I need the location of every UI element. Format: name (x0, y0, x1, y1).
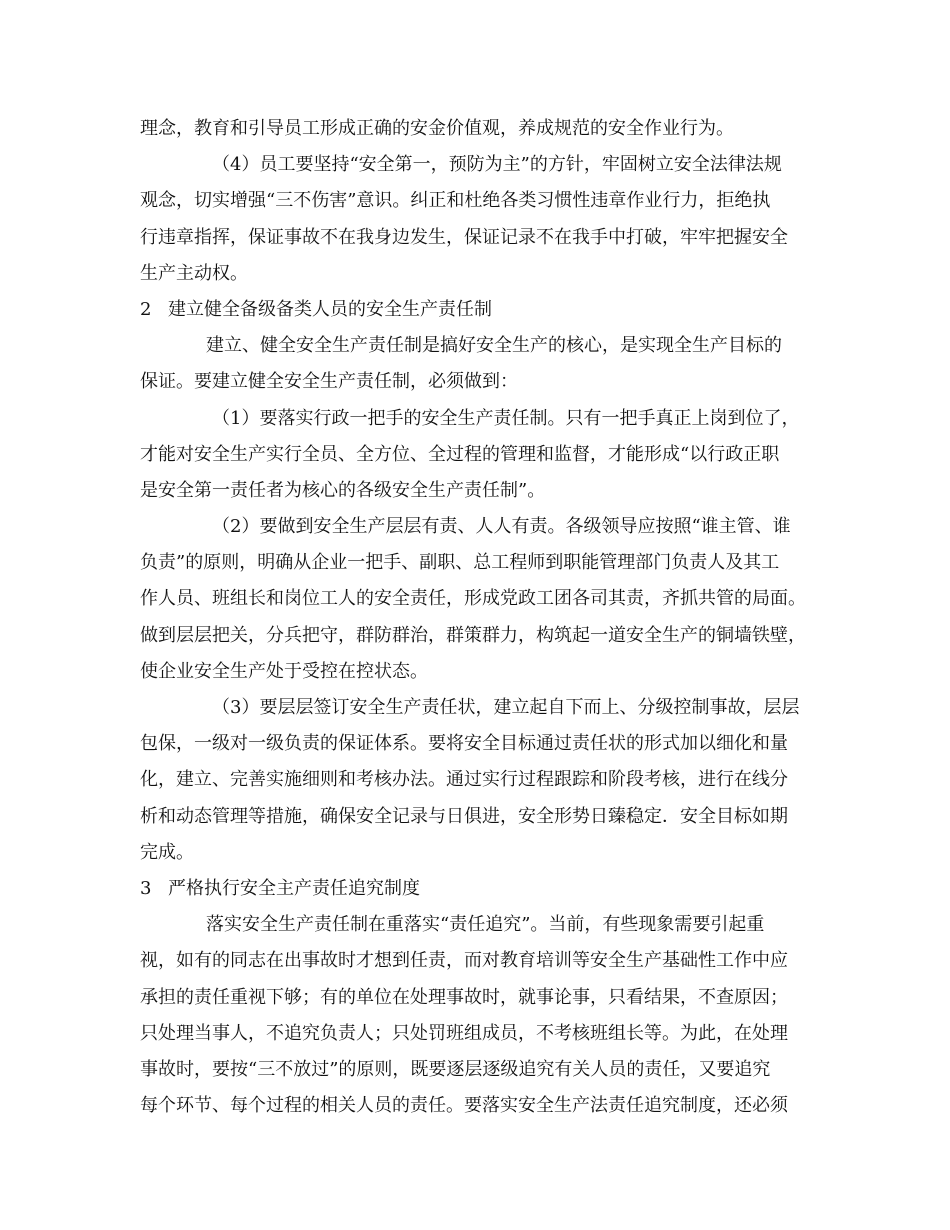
text-line: 做到层层把关，分兵把守，群防群治，群策群力，构筑起一道安全生产的铜墙铁壁， (140, 624, 806, 646)
text-line: 观念，切实增强“三不伤害”意识。纠正和杜绝各类习惯性违章作业行力，拒绝执 (140, 190, 771, 212)
section-number: 2 (140, 298, 152, 320)
text-line: 承担的责任重视下够；有的单位在处理事故时，就事论事，只看结果，不查原因； (140, 986, 788, 1008)
section-heading-3 (140, 871, 820, 907)
text-line: 负责”的原则，明确从企业一把手、副职、总工程师到职能管理部门负责人及其工 (140, 552, 780, 574)
text-line: 才能对安全生产实行全员、全方位、全过程的管理和监督，才能形成“以行政正职 (140, 443, 780, 465)
list-item-1: （1）要落实行政一把手的安全生产责任制。只有一把手真正上岗到位了， (212, 407, 800, 429)
text-line: 事故时，要按“三不放过”的原则，既要逐层逐级追究有关人员的责任，又要追究 (140, 1058, 771, 1080)
text-line: 行违章指挥，保证事故不在我身边发生，保证记录不在我手中打破，牢牢把握安全 (140, 226, 788, 248)
text-line: 保证。要建立健全安全生产责任制，必须做到： (140, 371, 518, 393)
text-line: 作人员、班组长和岗位工人的安全责任，形成党政工团各司其责，齐抓共管的局面。 (140, 588, 806, 610)
text-line: 完成。 (140, 841, 194, 863)
paragraph-start: 落实安全生产责任制在重落实“责任追究”。当前，有些现象需要引起重 (206, 914, 765, 936)
text-line: 理念，教育和引导员工形成正确的安金价值观，养成规范的安全作业行为。 (140, 118, 734, 139)
text-line: 化，建立、完善实施细则和考核办法。通过实行过程跟踪和阶段考核，进行在线分 (140, 769, 788, 791)
text-line: 视，如有的同志在出事故时才想到任责，而对教育培训等安全生产基础性工作中应 (140, 950, 788, 972)
text-line: 生产主动权。 (140, 262, 248, 284)
text-line: 每个环节、每个过程的相关人员的责任。要落实安全生产法责任追究制度，还必须 (140, 1095, 788, 1117)
text-line: 包保，一级对一级负责的保证体系。要将安全目标通过责任状的形式加以细化和量 (140, 733, 788, 755)
section-number: 3 (140, 877, 152, 899)
text-line: 使企业安全生产处于受控在控状态。 (140, 660, 428, 682)
section-title: 严格执行安全主产责任追究制度 (168, 877, 420, 899)
text-line: 只处理当事人，不追究负责人；只处罚班组成员，不考核班组长等。为此，在处理 (140, 1022, 788, 1044)
text-line: 析和动态管理等措施，确保安全记录与日俱进，安全形势日臻稳定．安全目标如期 (140, 805, 788, 827)
list-item-2: （2）要做到安全生产层层有责、人人有责。各级领导应按照“谁主管、谁 (212, 516, 791, 538)
document-body (140, 111, 820, 1124)
paragraph-start: 建立、健全安全生产责任制是搞好安全生产的核心，是实现全生产目标的 (206, 335, 782, 357)
list-item-4: （4）员工要坚持“安全第一，预防为主”的方针，牢固树立安全法律法规 (212, 154, 782, 176)
list-item-3: （3）要层层签订安全生产责任状，建立起自下而上、分级控制事故，层层 (212, 697, 800, 718)
text-line: 是安全第一责任者为核心的各级安全生产责任制”。 (140, 479, 546, 501)
section-heading-2 (140, 292, 820, 328)
section-title: 建立健全备级备类人员的安全生产责任制 (168, 298, 492, 320)
